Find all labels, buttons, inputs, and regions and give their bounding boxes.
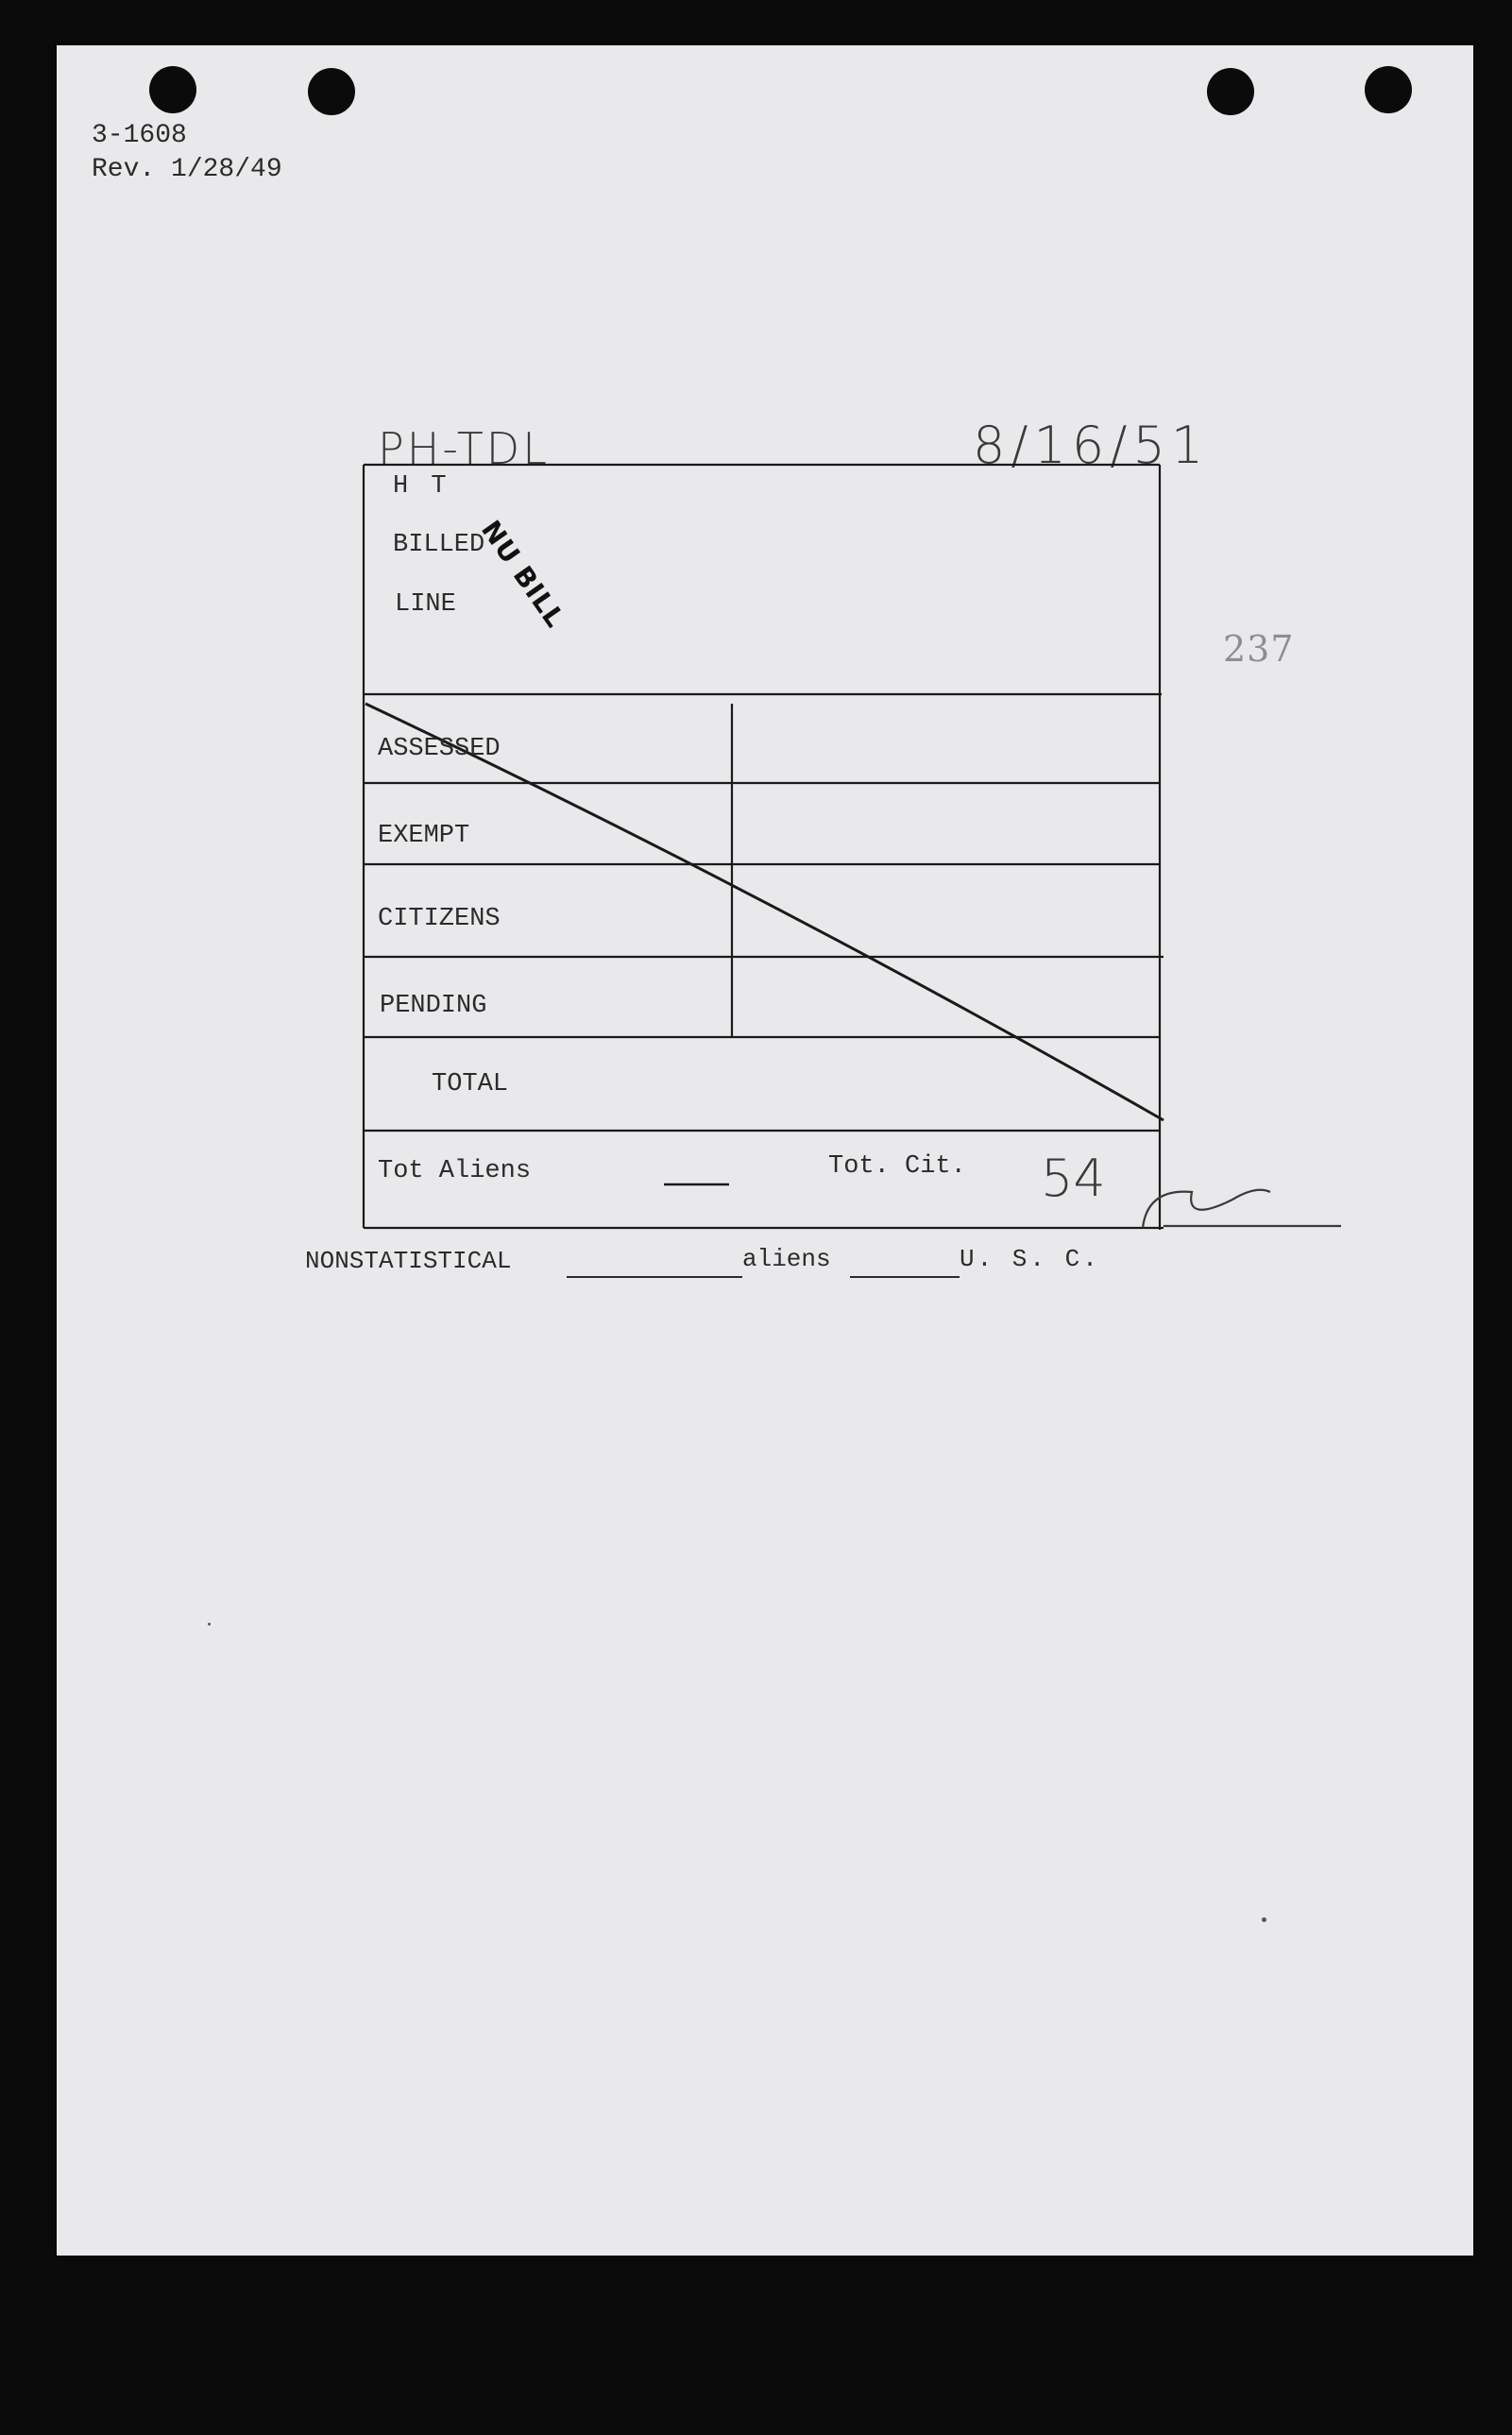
tot-aliens-label: Tot Aliens <box>378 1157 532 1185</box>
aliens-label: aliens <box>742 1245 831 1273</box>
tot-cit-count: 54 <box>1041 1149 1106 1208</box>
label-ht: H T <box>393 472 450 501</box>
handwritten-date: 8/16/51 <box>973 416 1210 475</box>
row-label-exempt: EXEMPT <box>378 822 470 850</box>
page-number: 237 <box>1223 628 1295 670</box>
speck <box>208 1623 211 1626</box>
initials-scrawl <box>1143 1190 1341 1228</box>
nu-bill-stamp: NU BILL <box>474 515 571 634</box>
form-revision: Rev. 1/28/49 <box>92 155 282 184</box>
row-label-assessed: ASSESSED <box>378 735 501 763</box>
row-label-citizens: CITIZENS <box>378 905 501 933</box>
label-line: LINE <box>395 590 456 619</box>
usc-label: U. S. C. <box>960 1245 1100 1273</box>
total-label: TOTAL <box>432 1070 509 1098</box>
nonstatistical-label: NONSTATISTICAL <box>305 1247 512 1275</box>
speck <box>1262 1917 1266 1922</box>
tot-cit-label: Tot. Cit. <box>828 1152 966 1181</box>
label-billed: BILLED <box>393 531 485 559</box>
row-label-pending: PENDING <box>380 992 487 1020</box>
handwritten-code: PH-TDL <box>378 423 550 474</box>
form-number: 3-1608 <box>92 121 187 150</box>
